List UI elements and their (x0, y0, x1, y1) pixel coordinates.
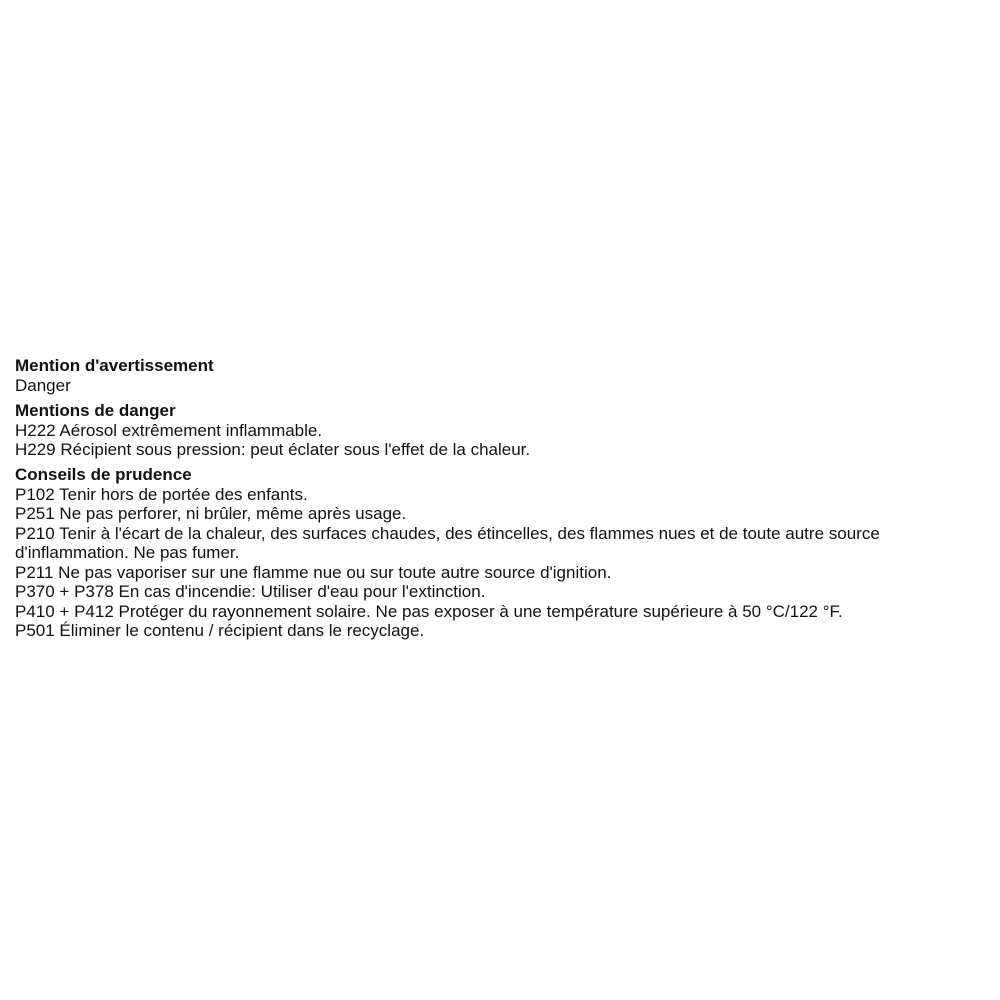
hazard-statements-heading: Mentions de danger (15, 400, 176, 420)
hazard-statements-section (15, 401, 997, 460)
precautionary-statement: P211 Ne pas vaporiser sur une flamme nue ou sur toute autre source d'ignition. (15, 562, 612, 582)
safety-label-document (15, 356, 997, 646)
precautionary-statement: P410 + P412 Protéger du rayonnement solaire. Ne pas exposer à une température supérieure à 50 °C/122 °F. (15, 601, 843, 621)
precautionary-statement: P501 Éliminer le contenu / récipient dans le recyclage. (15, 621, 425, 640)
signal-word-heading: Mention d'avertissement (15, 356, 214, 375)
hazard-statement: H222 Aérosol extrêmement inflammable. (15, 420, 323, 440)
signal-word-section (15, 356, 997, 396)
precautionary-statement: P102 Tenir hors de portée des enfants. (15, 484, 308, 504)
signal-word-value: Danger (15, 376, 71, 395)
precautionary-statements-section (15, 465, 997, 641)
precautionary-statement: P370 + P378 En cas d'incendie: Utiliser d'eau pour l'extinction. (15, 582, 486, 601)
precautionary-statement: P251 Ne pas perforer, ni brûler, même après usage. (15, 504, 407, 523)
precautionary-statements-heading: Conseils de prudence (15, 464, 192, 484)
precautionary-statement: P210 Tenir à l'écart de la chaleur, des surfaces chaudes, des étincelles, des flammes nues et de toute autre source d'inflammation. Ne pas fumer. (15, 523, 880, 562)
hazard-statement: H229 Récipient sous pression: peut éclater sous l'effet de la chaleur. (15, 440, 531, 459)
